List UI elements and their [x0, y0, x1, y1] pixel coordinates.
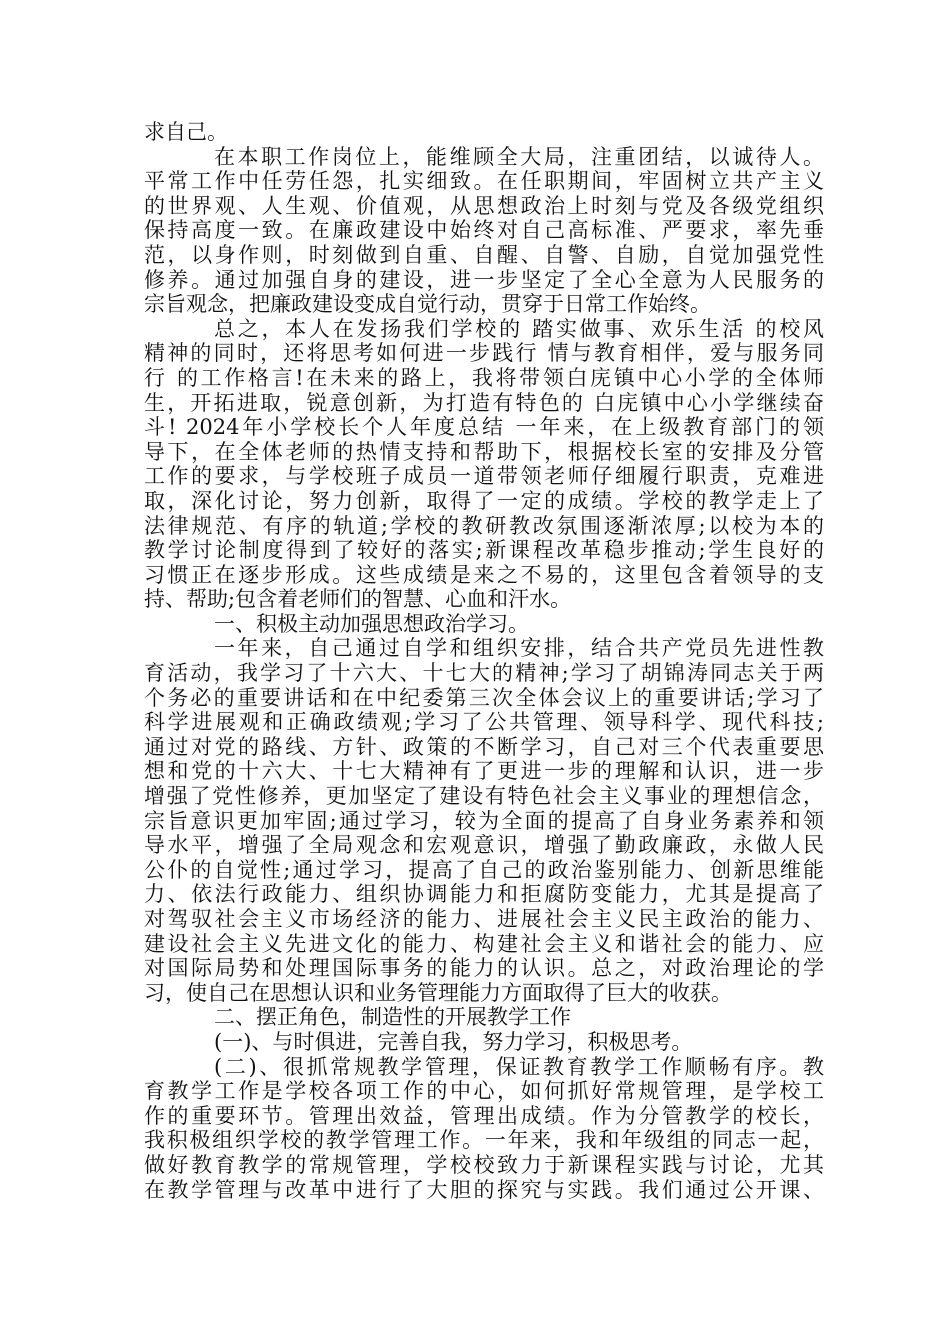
text-line: 科学进展观和正确政绩观;学习了公共管理、领导科学、现代科技;: [144, 710, 824, 735]
text-line: 教学讨论制度得到了较好的落实;新课程改革稳步推动;学生良好的: [144, 538, 824, 563]
text-line: 建设社会主义先进文化的能力、构建社会主义和谐社会的能力、应: [144, 931, 824, 956]
text-line: 习，使自己在思想认识和业务管理能力方面取得了巨大的收获。: [144, 980, 732, 1005]
text-line: 求自己。: [144, 120, 228, 144]
text-line: 一年来，自己通过自学和组织安排，结合共产党员先进性教: [214, 636, 824, 661]
text-line: 宗旨观念，把廉政建设变成自觉行动，贯穿于日常工作始终。: [144, 292, 711, 317]
text-line: 保持高度一致。在廉政建设中始终对自己高标准、严要求，率先垂: [144, 218, 824, 243]
text-line: 法律规范、有序的轨道;学校的教研教改氛围逐渐浓厚;以校为本的: [144, 513, 824, 538]
text-line: 工作的要求，与学校班子成员一道带领老师仔细履行职责，克难进: [144, 464, 824, 489]
text-line: 精神的同时，还将思考如何进一步践行 情与教育相伴，爱与服务同: [144, 341, 824, 366]
text-line: 增强了党性修养，更加坚定了建设有特色社会主义事业的理想信念，: [144, 784, 824, 809]
text-line: 的世界观、人生观、价值观，从思想政治上时刻与党及各级党组织: [144, 193, 824, 218]
text-line: 作的重要环节。管理出效益，管理出成绩。作为分管教学的校长，: [144, 1103, 824, 1128]
text-line: 生，开拓进取，锐意创新，为打造有特色的 白庑镇中心小学继续奋: [144, 390, 824, 415]
text-line: 持、帮助;包含着老师们的智慧、心血和汗水。: [144, 587, 572, 612]
text-line: 育活动，我学习了十六大、十七大的精神;学习了胡锦涛同志关于两: [144, 661, 824, 686]
text-line: 个务必的重要讲话和在中纪委第三次全体会议上的重要讲话;学习了: [144, 685, 824, 710]
text-line: 做好教育教学的常规管理，学校校致力于新课程实践与讨论，尤其: [144, 1152, 824, 1177]
text-line: 平常工作中任劳任怨，扎实细致。在任职期间，牢固树立共产主义: [144, 169, 824, 194]
text-line: (二)、很抓常规教学管理，保证教育教学工作顺畅有序。教: [214, 1054, 824, 1079]
text-line: 范，以身作则，时刻做到自重、自醒、自警、自励，自觉加强党性: [144, 242, 824, 267]
text-line: 对驾驭社会主义市场经济的能力、进展社会主义民主政治的能力、: [144, 907, 824, 931]
text-line: 在本职工作岗位上，能维顾全大局，注重团结，以诚待人。: [214, 144, 824, 169]
text-line: 取，深化讨论，努力创新，取得了一定的成绩。学校的教学走上了: [144, 488, 824, 513]
text-line: 育教学工作是学校各项工作的中心，如何抓好常规管理，是学校工: [144, 1079, 824, 1104]
text-line: 宗旨意识更加牢固;通过学习，较为全面的提高了自身业务素养和领: [144, 808, 824, 833]
text-line: 在教学管理与改革中进行了大胆的探究与实践。我们通过公开课、: [144, 1177, 824, 1202]
text-line: 对国际局势和处理国际事务的能力的认识。总之，对政治理论的学: [144, 956, 824, 981]
text-line: 行 的工作格言!在未来的路上，我将带领白庑镇中心小学的全体师: [144, 365, 824, 390]
section-heading: 二、摆正角色，制造性的开展教学工作: [214, 1005, 571, 1030]
subsection-heading: (一)、与时俱进，完善自我，努力学习，积极思考。: [214, 1029, 693, 1054]
section-heading: 一、积极主动加强思想政治学习。: [214, 611, 529, 636]
text-line: 修养。通过加强自身的建设，进一步坚定了全心全意为人民服务的: [144, 267, 824, 292]
text-line: 导下，在全体老师的热情支持和帮助下，根据校长室的安排及分管: [144, 439, 824, 464]
text-line: 通过对党的路线、方针、政策的不断学习，自己对三个代表重要思: [144, 734, 824, 759]
text-line: 习惯正在逐步形成。这些成绩是来之不易的，这里包含着领导的支: [144, 562, 824, 587]
text-line: 导水平，增强了全局观念和宏观意识，增强了勤政廉政，永做人民: [144, 833, 824, 858]
text-line: 公仆的自觉性;通过学习，提高了自己的政治鉴别能力、创新思维能: [144, 857, 824, 882]
document-body: [144, 120, 824, 1202]
text-line: 斗! 2024年小学校长个人年度总结 一年来，在上级教育部门的领: [144, 415, 824, 440]
text-line: 总之，本人在发扬我们学校的 踏实做事、欢乐生活 的校风: [214, 316, 824, 341]
text-line: 力、依法行政能力、组织协调能力和拒腐防变能力，尤其是提高了: [144, 882, 824, 907]
text-line: 我积极组织学校的教学管理工作。一年来，我和年级组的同志一起，: [144, 1128, 824, 1153]
text-line: 想和党的十六大、十七大精神有了更进一步的理解和认识，进一步: [144, 759, 824, 784]
